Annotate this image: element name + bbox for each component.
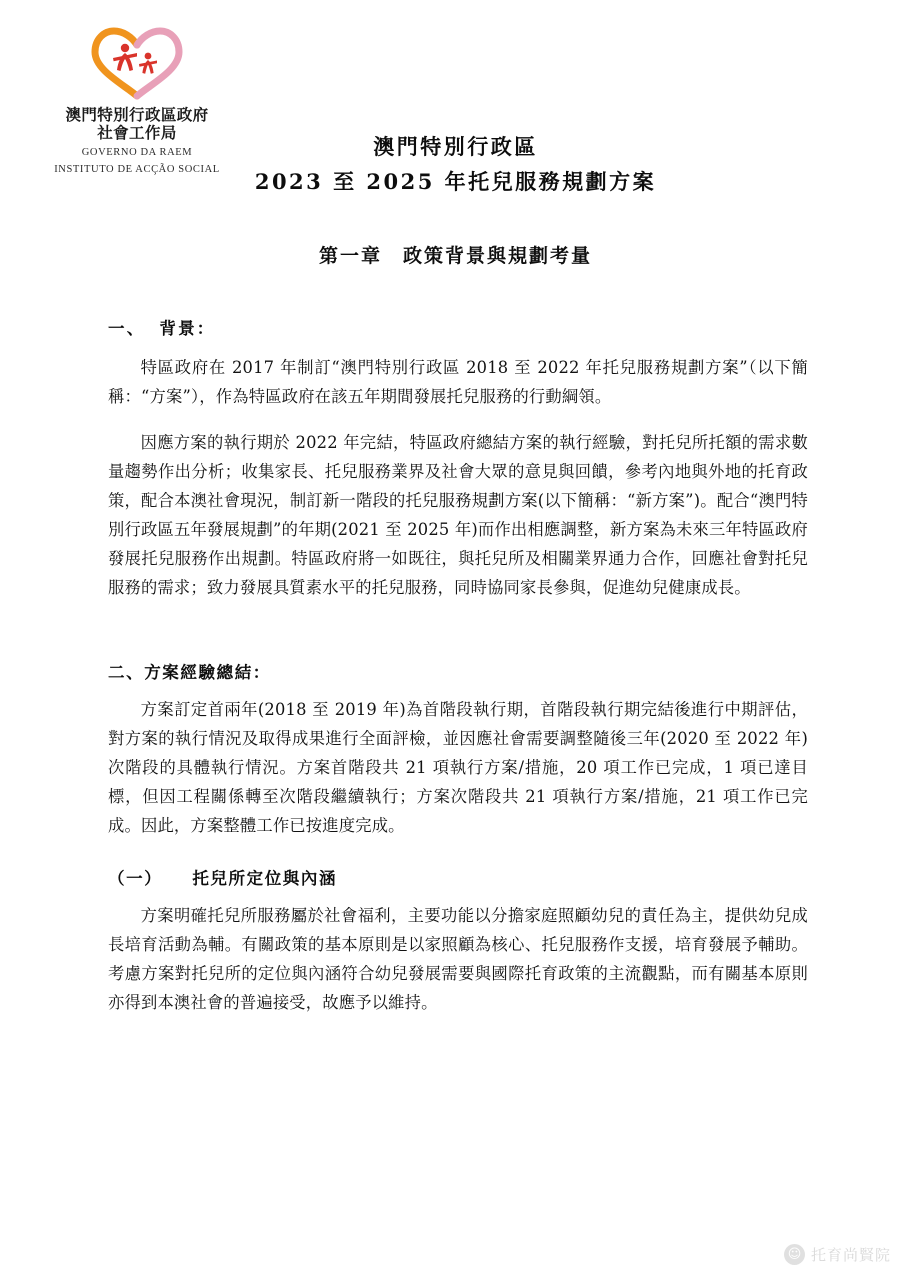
watermark-text: 托育尚賢院 <box>810 1246 891 1264</box>
subsection-1-number: （一） <box>108 869 163 888</box>
watermark <box>784 1244 891 1265</box>
subsection-1-heading <box>108 865 808 889</box>
subsection-1-title: 托兒所定位與內涵 <box>192 869 338 888</box>
org-name-pt-line1: GOVERNO DA RAEM <box>81 146 193 158</box>
organization-logo <box>77 22 197 102</box>
title-block <box>0 130 911 268</box>
section-1-paragraph-1: 特區政府在 2017 年制訂“澳門特別行政區 2018 至 2022 年托兒服務規劃方案”（以下簡稱：“方案”），作為特區政府在該五年期間發展托兒服務的行動綱領。 <box>108 358 808 406</box>
section-2-paragraph-1: 方案訂定首兩年(2018 至 2019 年)為首階段執行期，首階段執行期完結後進行中期評估，對方案的執行情況及取得成果進行全面評檢，並因應社會需要調整隨後三年(2020 至 2022 年)次階段的具體執行情況。方案首階段共 21 項執行方案/措施，20 項工作已完成，1 項已達目標，但因工程關係轉至次階段繼續執行；方案次階段共 21 項執行方案/措施，21 項工作已完成。因此，方案整體工作已按進度完成。 <box>108 700 808 835</box>
org-name-cn-line1: 澳門特別行政區政府 <box>65 106 209 124</box>
heart-with-figures-logo-icon <box>85 26 189 100</box>
document-title-line1: 澳門特別行政區 <box>373 134 538 159</box>
document-body <box>108 315 808 1034</box>
subsection-spacer <box>108 857 808 865</box>
section-2-title: 方案經驗總結： <box>144 663 271 682</box>
weibo-icon: ☺ <box>784 1244 805 1265</box>
org-name-pt-line2: INSTITUTO DE ACÇÃO SOCIAL <box>54 163 220 175</box>
subsection-1-paragraph-1: 方案明確托兒所服務屬於社會福利，主要功能以分擔家庭照顧幼兒的責任為主，提供幼兒成長培育活動為輔。有關政策的基本原則是以家照顧為核心、托兒服務作支援，培育發展予輔助。考慮方案對托兒所的定位與內涵符合幼兒發展需要與國際托育政策的主流觀點，而有關基本原則亦得到本澳社會的普遍接受，故應予以維持。 <box>108 906 808 1012</box>
section-spacer <box>108 619 808 659</box>
section-1-title: 背景： <box>159 319 216 338</box>
section-1-heading <box>108 315 808 339</box>
section-2-heading <box>108 659 808 683</box>
org-name-cn-line2: 社會工作局 <box>97 124 177 143</box>
section-1-paragraph-2: 因應方案的執行期於 2022 年完結，特區政府總結方案的執行經驗，對托兒所托額的需求數量趨勢作出分析；收集家長、托兒服務業界及社會大眾的意見與回饋，參考內地與外地的托育政策，配合本澳社會現況，制訂新一階段的托兒服務規劃方案(以下簡稱：“新方案”)。配合“澳門特別行政區五年發展規劃”的年期(2021 至 2025 年)而作出相應調整，新方案為未來三年特區政府發展托兒服務作出規劃。特區政府將一如既往，與托兒所及相關業界通力合作，回應社會對托兒服務的需求；致力發展具質素水平的托兒服務，同時協同家長參與，促進幼兒健康成長。 <box>108 433 808 597</box>
document-title-line2: 2023 至 2025 年托兒服務規劃方案 <box>254 168 657 194</box>
section-1-number: 一、 <box>108 319 146 338</box>
chapter-heading: 第一章 政策背景與規劃考量 <box>318 245 592 268</box>
section-2-number: 二、 <box>108 663 145 682</box>
